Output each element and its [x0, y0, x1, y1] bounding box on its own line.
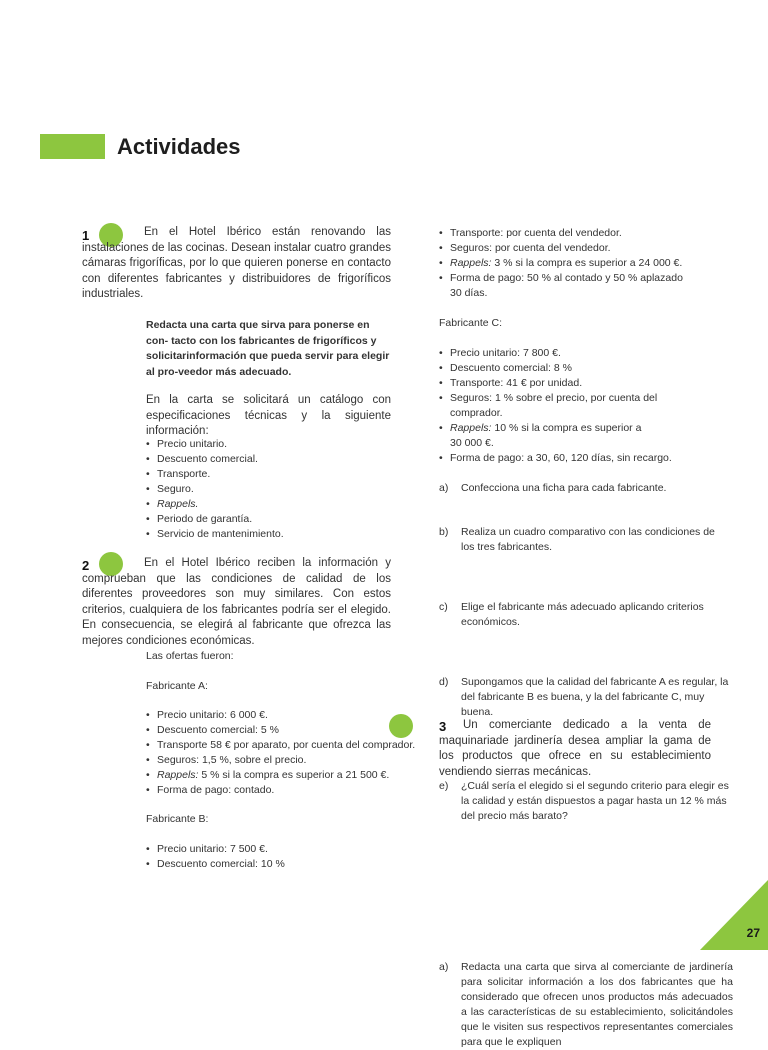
fabricante-c-label: Fabricante C:	[439, 317, 503, 329]
activity-1-info-list	[146, 437, 284, 542]
question-letter: c)	[439, 601, 448, 613]
list-item: • Precio unitario: 7 500 €.	[146, 842, 285, 857]
question-b	[439, 525, 731, 555]
list-item: • Transporte: 41 € por unidad.	[439, 376, 672, 391]
question-letter: b)	[439, 526, 449, 538]
page-title: Actividades	[117, 134, 241, 159]
question-text: Supongamos que la calidad del fabricante A es regular, la del fabricante B es buena, y la del fabricante C, muy buena.	[461, 676, 729, 718]
list-item: • Transporte.	[146, 467, 284, 482]
activity-3-number: 3	[439, 719, 447, 734]
list-item: • Forma de pago: a 30, 60, 120 días, sin recargo.	[439, 451, 672, 466]
question-text: Redacta una carta que sirva al comerciante de jardinería para solicitar información a los dos fabricantes que ha considerado que ofrecen unos productos más adecuados a las características de su establecimiento, solicitándoles que le visiten sus respectivos representantes comerciales para que le expliquen	[461, 961, 733, 1048]
question-letter: e)	[439, 780, 449, 792]
list-item	[439, 271, 683, 301]
fabricante-a-label: Fabricante A:	[146, 680, 208, 692]
activity-2-number: 2	[82, 558, 90, 573]
question-text: ¿Cuál sería el elegido si el segundo criterio para elegir es la calidad y están dispuestos a pagar hasta un 12 % más del precio más barato?	[461, 780, 729, 822]
question-text: Realiza un cuadro comparativo con las condiciones de los tres fabricantes.	[461, 526, 715, 553]
activity-1-catalog: En la carta se solicitará un catálogo con especificaciones técnicas y la siguiente información:	[146, 394, 391, 437]
rappels-label: Rappels:	[450, 257, 492, 269]
activity-3-dot-icon	[389, 714, 413, 738]
question-letter: a)	[439, 961, 449, 973]
rappels-text: 5 % si la compra es superior a 21 500 €.	[198, 769, 390, 781]
list-item: • Seguro.	[146, 482, 284, 497]
list-item: • Descuento comercial.	[146, 452, 284, 467]
list-item: • Precio unitario.	[146, 437, 284, 452]
list-item: • Precio unitario: 6 000 €.	[146, 708, 415, 723]
list-item: • Seguros: 1,5 %, sobre el precio.	[146, 753, 415, 768]
rappels-text: 10 % si la compra es superior a	[491, 422, 642, 434]
question-text: Confecciona una ficha para cada fabricante.	[461, 482, 667, 494]
list-item	[439, 421, 672, 451]
activity-3-intro: Un comerciante dedicado a la venta de maquinariade jardinería desea ampliar la gama de los productos que ofrece en su establecimiento vendiendo sierras mecánicas.	[439, 719, 711, 778]
question-e	[439, 779, 731, 824]
question-letter: a)	[439, 482, 449, 494]
rappels-line: 30 000 €.	[450, 437, 494, 449]
list-item: • Periodo de garantía.	[146, 512, 284, 527]
activity-2-intro: En el Hotel Ibérico reciben la información y comprueban que las condiciones de calidad de los diferentes proveedores son muy similares. Con estos criterios, cualquiera de los fabricantes podría ser el elegido. En consecuencia, se elegirá al fabricante que ofrezca las mejores condiciones económicas.	[82, 557, 391, 647]
fabricante-a-list	[146, 708, 415, 798]
activity-1-intro: En el Hotel Ibérico están renovando las instalaciones de las cocinas. Desean instalar cuatro grandes cámaras frigoríficas, por lo que quieren ponerse en contacto con diferentes fabricantes y distribuidores de frigoríficos industriales.	[82, 226, 391, 300]
list-item	[439, 391, 672, 421]
activity-1-task: Redacta una carta que sirva para ponerse en con- tacto con los fabricantes de frigoríficos y solicitarinformación que pueda servir para elegir al pro-veedor más adecuado.	[146, 319, 390, 378]
fabricante-b-list-part1	[146, 842, 285, 872]
list-item: • Descuento comercial: 5 %	[146, 723, 415, 738]
list-item	[439, 256, 683, 271]
list-item: • Precio unitario: 7 800 €.	[439, 346, 672, 361]
question-d	[439, 675, 731, 720]
question-a	[439, 481, 731, 496]
rappels-text: 3 % si la compra es superior a 24 000 €.	[491, 257, 683, 269]
fabricante-b-label: Fabricante B:	[146, 813, 209, 825]
rappels-label: Rappels:	[450, 422, 492, 434]
seguros-line: comprador.	[450, 407, 503, 419]
payment-line: 30 días.	[450, 287, 488, 299]
seguros-line: Seguros: 1 % sobre el precio, por cuenta del	[450, 392, 658, 404]
question-c	[439, 600, 731, 630]
question-text: Elige el fabricante más adecuado aplicando criterios económicos.	[461, 601, 704, 628]
list-item	[146, 768, 415, 783]
payment-line: Forma de pago: 50 % al contado y 50 % aplazado	[450, 272, 683, 284]
list-item: • Servicio de mantenimiento.	[146, 527, 284, 542]
title-accent-bar	[40, 134, 105, 159]
fabricante-b-list-part2	[439, 226, 683, 301]
list-item: • Rappels.	[146, 497, 284, 512]
list-item: • Seguros: por cuenta del vendedor.	[439, 241, 683, 256]
fabricante-c-list	[439, 346, 672, 466]
list-item: • Descuento comercial: 8 %	[439, 361, 672, 376]
list-item: • Transporte 58 € por aparato, por cuenta del comprador.	[146, 738, 415, 753]
list-item: • Forma de pago: contado.	[146, 783, 415, 798]
activity-1-number: 1	[82, 228, 90, 243]
list-item: • Transporte: por cuenta del vendedor.	[439, 226, 683, 241]
rappels-label: Rappels:	[157, 769, 199, 781]
list-item: • Descuento comercial: 10 %	[146, 857, 285, 872]
activity-3-question-a	[439, 960, 733, 1050]
page-number: 27	[746, 926, 760, 940]
offers-label: Las ofertas fueron:	[146, 650, 234, 662]
question-letter: d)	[439, 676, 449, 688]
